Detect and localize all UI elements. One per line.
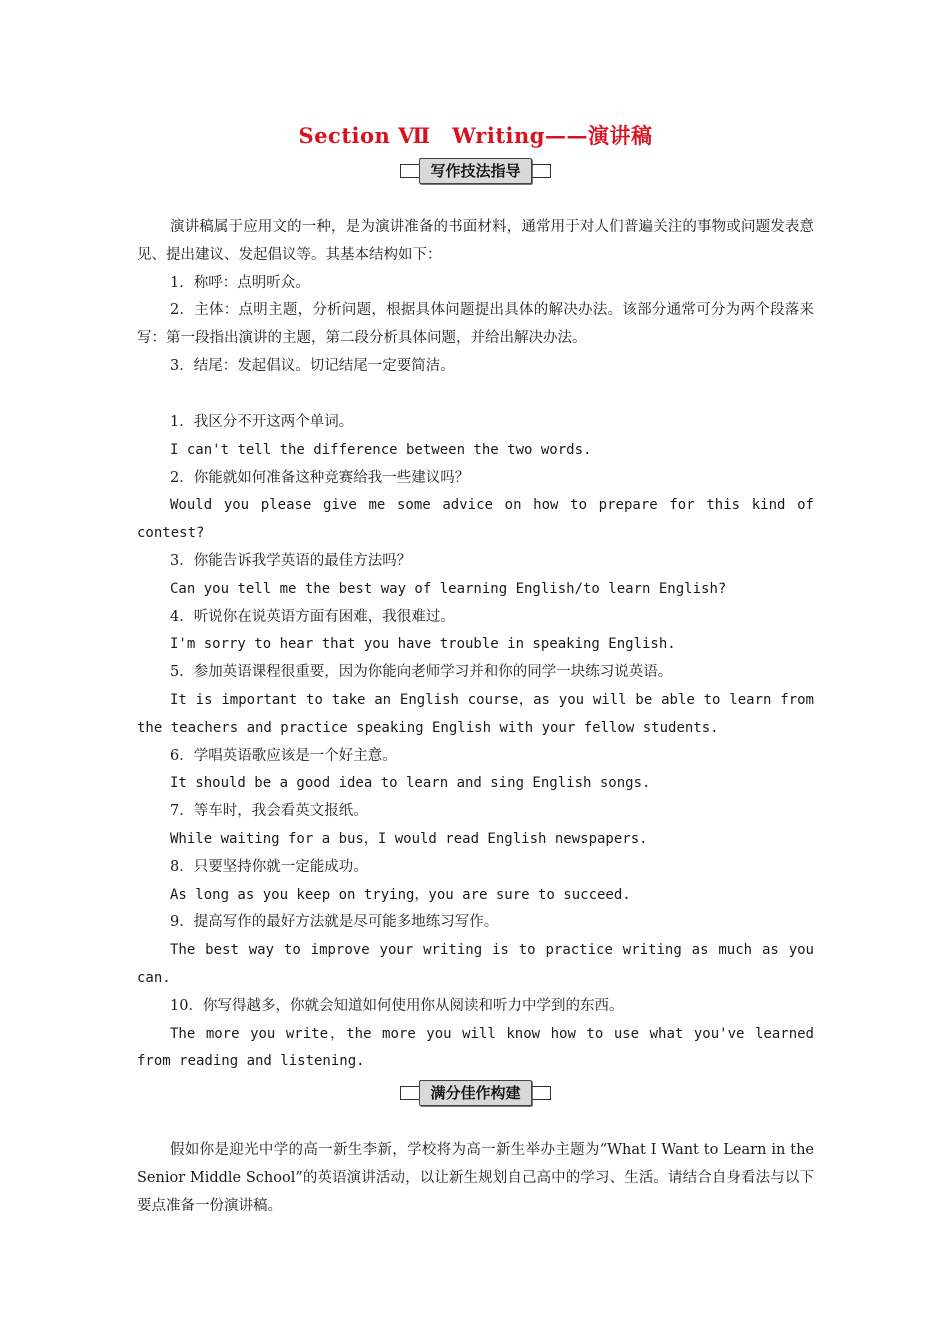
banner-bracket-left [400,1086,419,1100]
sentence-en: While waiting for a bus，I would read English newspapers. [170,830,648,847]
page-title: Section Ⅶ Writing——演讲稿 [298,123,653,148]
sentence-en: Can you tell me the best way of learning English/to learn English? [170,580,727,597]
sentence-en: The more you write，the more you will know how to use what you've learned from reading and listening. [137,1025,814,1070]
intro-paragraph: 演讲稿属于应用文的一种，是为演讲准备的书面材料，通常用于对人们普遍关注的事物或问题发表意见、提出建议、发起倡议等。其基本结构如下： [137,219,814,263]
sentence-en: I can't tell the difference between the two words. [170,441,592,458]
banner-bracket-left [400,164,419,178]
sentence-en: As long as you keep on trying，you are sure to succeed. [170,886,631,903]
sentence-en: The best way to improve your writing is to practice writing as much as you can. [137,942,814,986]
sentence-en: It is important to take an English course，as you will be able to learn from the teachers and practice speaking English with your fellow students. [137,691,814,736]
structure-item-1: 1．称呼：点明听众。 [170,274,310,291]
sentence-en: It should be a good idea to learn and sing English songs. [170,775,651,792]
structure-item-2: 2．主体：点明主题，分析问题，根据具体问题提出具体的解决办法。该部分通常可分为两个段落来写：第一段指出演讲的主题，第二段分析具体问题，并给出解决办法。 [137,302,814,347]
task-section [137,1137,814,1220]
banner-label: 满分佳作构建 [419,1080,531,1106]
sentence-cn: 1．我区分不开这两个单词。 [170,414,354,430]
banner-bracket-right [532,1086,551,1100]
task-paragraph: 假如你是迎光中学的高一新生李新，学校将为高一新生举办主题为“What I Want to Learn in the Senior Middle School”的英语演讲活动，以让新生规划自己高中的学习、生活。请结合自身看法与以下要点准备一份演讲稿。 [137,1142,814,1214]
banner-bracket-right [532,164,551,178]
sentence-cn: 5．参加英语课程很重要，因为你能向老师学习并和你的同学一块练习说英语。 [170,664,673,681]
structure-item-3: 3．结尾：发起倡议。切记结尾一定要简洁。 [170,357,455,374]
intro-section [137,214,814,381]
sentence-en: Would you please give me some advice on how to prepare for this kind of contest? [137,497,814,542]
sentence-cn: 7．等车时，我会看英文报纸。 [170,803,368,820]
sentence-list [137,409,814,1076]
sentence-cn: 2．你能就如何准备这种竞赛给我一些建议吗？ [170,469,470,486]
section-banner-model-essay [137,1082,814,1104]
sentence-cn: 9．提高写作的最好方法就是尽可能多地练习写作。 [170,914,499,931]
sentence-cn: 10．你写得越多，你就会知道如何使用你从阅读和听力中学到的东西。 [170,997,624,1014]
sentence-cn: 6．学唱英语歌应该是一个好主意。 [170,747,397,764]
sentence-en: I'm sorry to hear that you have trouble in speaking English. [170,636,676,653]
sentence-cn: 8．只要坚持你就一定能成功。 [170,858,368,875]
sentence-cn: 3．你能告诉我学英语的最佳方法吗？ [170,552,412,569]
section-banner-writing-tips [137,160,814,182]
banner-label: 写作技法指导 [419,158,531,184]
sentence-cn: 4．听说你在说英语方面有困难，我很难过。 [170,608,455,625]
